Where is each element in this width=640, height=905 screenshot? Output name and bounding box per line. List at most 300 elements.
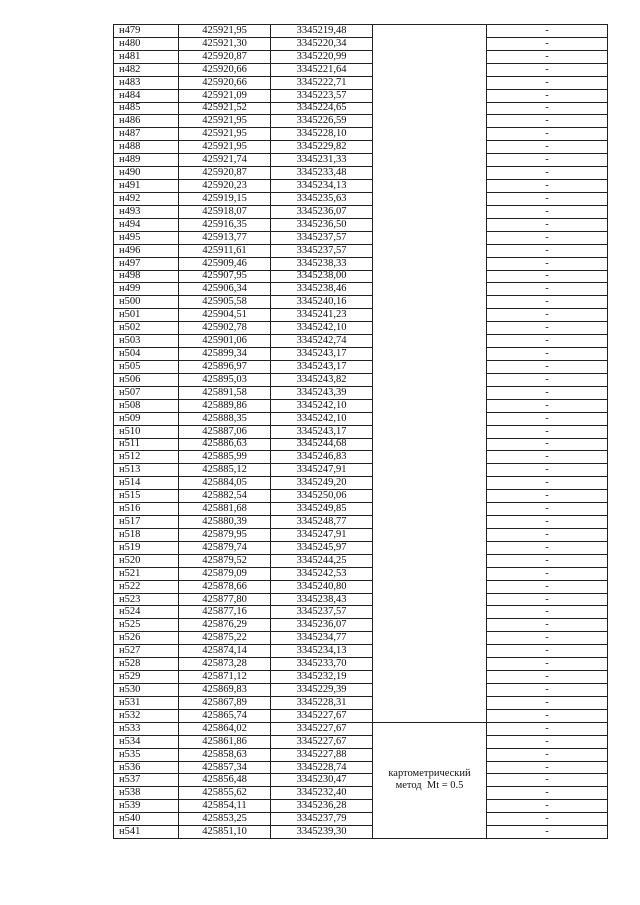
y-coordinate-cell: 3345236,50 [271,218,373,231]
point-id-cell: н524 [114,606,179,619]
table-row [114,218,608,231]
point-id-cell: н540 [114,813,179,826]
x-coordinate-cell: 425879,52 [179,554,271,567]
accuracy-cell: - [487,244,608,257]
table-row [114,722,608,735]
table-row [114,761,608,774]
accuracy-cell: - [487,218,608,231]
point-id-cell: н507 [114,386,179,399]
table-row [114,813,608,826]
x-coordinate-cell: 425879,74 [179,541,271,554]
y-coordinate-cell: 3345236,07 [271,205,373,218]
y-coordinate-cell: 3345243,39 [271,386,373,399]
point-id-cell: н504 [114,348,179,361]
accuracy-cell: - [487,192,608,205]
point-id-cell: н502 [114,322,179,335]
x-coordinate-cell: 425902,78 [179,322,271,335]
accuracy-cell: - [487,503,608,516]
x-coordinate-cell: 425886,63 [179,438,271,451]
accuracy-cell: - [487,76,608,89]
point-id-cell: н479 [114,25,179,38]
accuracy-cell: - [487,684,608,697]
x-coordinate-cell: 425919,15 [179,192,271,205]
point-id-cell: н514 [114,477,179,490]
x-coordinate-cell: 425920,87 [179,167,271,180]
y-coordinate-cell: 3345237,79 [271,813,373,826]
accuracy-cell: - [487,348,608,361]
point-id-cell: н484 [114,89,179,102]
accuracy-cell: - [487,619,608,632]
accuracy-cell: - [487,386,608,399]
y-coordinate-cell: 3345243,17 [271,425,373,438]
y-coordinate-cell: 3345228,31 [271,696,373,709]
x-coordinate-cell: 425851,10 [179,826,271,839]
coordinates-table [113,24,608,839]
y-coordinate-cell: 3345234,77 [271,632,373,645]
method-note-cell [373,722,487,838]
accuracy-cell: - [487,787,608,800]
point-id-cell: н508 [114,399,179,412]
x-coordinate-cell: 425920,66 [179,63,271,76]
x-coordinate-cell: 425891,58 [179,386,271,399]
x-coordinate-cell: 425921,74 [179,154,271,167]
table-row [114,63,608,76]
y-coordinate-cell: 3345242,10 [271,322,373,335]
y-coordinate-cell: 3345232,19 [271,671,373,684]
table-row [114,192,608,205]
table-row [114,593,608,606]
table-row [114,464,608,477]
point-id-cell: н486 [114,115,179,128]
point-id-cell: н488 [114,141,179,154]
table-row [114,257,608,270]
y-coordinate-cell: 3345228,10 [271,128,373,141]
accuracy-cell: - [487,37,608,50]
y-coordinate-cell: 3345242,10 [271,399,373,412]
y-coordinate-cell: 3345243,82 [271,373,373,386]
x-coordinate-cell: 425887,06 [179,425,271,438]
y-coordinate-cell: 3345242,10 [271,412,373,425]
x-coordinate-cell: 425879,09 [179,567,271,580]
y-coordinate-cell: 3345243,17 [271,348,373,361]
x-coordinate-cell: 425904,51 [179,309,271,322]
point-id-cell: н480 [114,37,179,50]
x-coordinate-cell: 425907,95 [179,270,271,283]
table-row [114,115,608,128]
y-coordinate-cell: 3345235,63 [271,192,373,205]
y-coordinate-cell: 3345250,06 [271,490,373,503]
x-coordinate-cell: 425921,09 [179,89,271,102]
x-coordinate-cell: 425899,34 [179,348,271,361]
point-id-cell: н518 [114,528,179,541]
y-coordinate-cell: 3345223,57 [271,89,373,102]
accuracy-cell: - [487,180,608,193]
table-row [114,244,608,257]
accuracy-cell: - [487,761,608,774]
accuracy-cell: - [487,399,608,412]
y-coordinate-cell: 3345226,59 [271,115,373,128]
y-coordinate-cell: 3345242,53 [271,567,373,580]
x-coordinate-cell: 425889,86 [179,399,271,412]
method-note-line1: картометрический [388,768,471,780]
table-row [114,128,608,141]
y-coordinate-cell: 3345233,70 [271,658,373,671]
table-row [114,735,608,748]
x-coordinate-cell: 425901,06 [179,335,271,348]
table-row [114,516,608,529]
accuracy-cell: - [487,296,608,309]
y-coordinate-cell: 3345239,30 [271,826,373,839]
table-row [114,37,608,50]
table-row [114,348,608,361]
x-coordinate-cell: 425877,16 [179,606,271,619]
point-id-cell: н523 [114,593,179,606]
table-row [114,709,608,722]
y-coordinate-cell: 3345238,43 [271,593,373,606]
y-coordinate-cell: 3345237,57 [271,606,373,619]
table-row [114,270,608,283]
x-coordinate-cell: 425921,52 [179,102,271,115]
table-row [114,76,608,89]
y-coordinate-cell: 3345221,64 [271,63,373,76]
y-coordinate-cell: 3345244,68 [271,438,373,451]
table-row [114,826,608,839]
point-id-cell: н534 [114,735,179,748]
point-id-cell: н490 [114,167,179,180]
table-row [114,89,608,102]
x-coordinate-cell: 425911,61 [179,244,271,257]
y-coordinate-cell: 3345233,48 [271,167,373,180]
accuracy-cell: - [487,373,608,386]
point-id-cell: н506 [114,373,179,386]
y-coordinate-cell: 3345241,23 [271,309,373,322]
accuracy-cell: - [487,490,608,503]
accuracy-cell: - [487,554,608,567]
point-id-cell: н539 [114,800,179,813]
accuracy-cell: - [487,309,608,322]
accuracy-cell: - [487,231,608,244]
table-row [114,748,608,761]
x-coordinate-cell: 425921,95 [179,25,271,38]
y-coordinate-cell: 3345247,91 [271,528,373,541]
accuracy-cell: - [487,477,608,490]
table-row [114,167,608,180]
accuracy-cell: - [487,813,608,826]
y-coordinate-cell: 3345236,07 [271,619,373,632]
x-coordinate-cell: 425873,28 [179,658,271,671]
accuracy-cell: - [487,567,608,580]
y-coordinate-cell: 3345229,82 [271,141,373,154]
y-coordinate-cell: 3345234,13 [271,180,373,193]
accuracy-cell: - [487,115,608,128]
point-id-cell: н537 [114,774,179,787]
accuracy-cell: - [487,722,608,735]
y-coordinate-cell: 3345240,16 [271,296,373,309]
accuracy-cell: - [487,322,608,335]
x-coordinate-cell: 425909,46 [179,257,271,270]
y-coordinate-cell: 3345237,57 [271,231,373,244]
x-coordinate-cell: 425855,62 [179,787,271,800]
table-row [114,503,608,516]
x-coordinate-cell: 425921,95 [179,128,271,141]
x-coordinate-cell: 425871,12 [179,671,271,684]
y-coordinate-cell: 3345238,33 [271,257,373,270]
table-row [114,50,608,63]
point-id-cell: н527 [114,645,179,658]
y-coordinate-cell: 3345220,99 [271,50,373,63]
table-row [114,205,608,218]
table-row [114,296,608,309]
table-row [114,774,608,787]
point-id-cell: н487 [114,128,179,141]
point-id-cell: н528 [114,658,179,671]
point-id-cell: н511 [114,438,179,451]
table-row [114,102,608,115]
x-coordinate-cell: 425875,22 [179,632,271,645]
point-id-cell: н494 [114,218,179,231]
table-row [114,360,608,373]
accuracy-cell: - [487,516,608,529]
accuracy-cell: - [487,709,608,722]
table-row [114,632,608,645]
point-id-cell: н538 [114,787,179,800]
point-id-cell: н491 [114,180,179,193]
accuracy-cell: - [487,25,608,38]
accuracy-cell: - [487,205,608,218]
table-row [114,606,608,619]
table-row [114,425,608,438]
point-id-cell: н531 [114,696,179,709]
x-coordinate-cell: 425888,35 [179,412,271,425]
x-coordinate-cell: 425895,03 [179,373,271,386]
accuracy-cell: - [487,141,608,154]
table-row [114,154,608,167]
coordinates-table-body [114,25,608,839]
table-row [114,541,608,554]
x-coordinate-cell: 425856,48 [179,774,271,787]
y-coordinate-cell: 3345246,83 [271,451,373,464]
y-coordinate-cell: 3345245,97 [271,541,373,554]
x-coordinate-cell: 425857,34 [179,761,271,774]
table-row [114,787,608,800]
accuracy-cell: - [487,50,608,63]
table-row [114,141,608,154]
accuracy-cell: - [487,748,608,761]
y-coordinate-cell: 3345249,85 [271,503,373,516]
accuracy-cell: - [487,63,608,76]
accuracy-cell: - [487,360,608,373]
accuracy-cell: - [487,735,608,748]
x-coordinate-cell: 425921,95 [179,141,271,154]
method-cell-empty [373,25,487,723]
table-row [114,399,608,412]
point-id-cell: н520 [114,554,179,567]
table-row [114,412,608,425]
table-row [114,25,608,38]
x-coordinate-cell: 425882,54 [179,490,271,503]
x-coordinate-cell: 425874,14 [179,645,271,658]
y-coordinate-cell: 3345234,13 [271,645,373,658]
y-coordinate-cell: 3345231,33 [271,154,373,167]
point-id-cell: н510 [114,425,179,438]
y-coordinate-cell: 3345227,67 [271,709,373,722]
accuracy-cell: - [487,826,608,839]
accuracy-cell: - [487,283,608,296]
x-coordinate-cell: 425905,58 [179,296,271,309]
x-coordinate-cell: 425916,35 [179,218,271,231]
point-id-cell: н532 [114,709,179,722]
point-id-cell: н489 [114,154,179,167]
x-coordinate-cell: 425864,02 [179,722,271,735]
x-coordinate-cell: 425861,86 [179,735,271,748]
point-id-cell: н541 [114,826,179,839]
point-id-cell: н536 [114,761,179,774]
table-row [114,477,608,490]
x-coordinate-cell: 425880,39 [179,516,271,529]
x-coordinate-cell: 425877,80 [179,593,271,606]
accuracy-cell: - [487,774,608,787]
y-coordinate-cell: 3345237,57 [271,244,373,257]
accuracy-cell: - [487,128,608,141]
point-id-cell: н513 [114,464,179,477]
x-coordinate-cell: 425865,74 [179,709,271,722]
y-coordinate-cell: 3345244,25 [271,554,373,567]
x-coordinate-cell: 425918,07 [179,205,271,218]
table-row [114,567,608,580]
y-coordinate-cell: 3345227,67 [271,722,373,735]
point-id-cell: н529 [114,671,179,684]
table-row [114,800,608,813]
y-coordinate-cell: 3345238,46 [271,283,373,296]
y-coordinate-cell: 3345230,47 [271,774,373,787]
table-row [114,554,608,567]
accuracy-cell: - [487,167,608,180]
x-coordinate-cell: 425896,97 [179,360,271,373]
point-id-cell: н530 [114,684,179,697]
point-id-cell: н493 [114,205,179,218]
table-row [114,696,608,709]
accuracy-cell: - [487,438,608,451]
accuracy-cell: - [487,335,608,348]
y-coordinate-cell: 3345227,88 [271,748,373,761]
accuracy-cell: - [487,606,608,619]
point-id-cell: н496 [114,244,179,257]
table-row [114,386,608,399]
point-id-cell: н517 [114,516,179,529]
y-coordinate-cell: 3345249,20 [271,477,373,490]
table-row [114,451,608,464]
table-row [114,335,608,348]
x-coordinate-cell: 425881,68 [179,503,271,516]
table-row [114,438,608,451]
x-coordinate-cell: 425876,29 [179,619,271,632]
accuracy-cell: - [487,257,608,270]
accuracy-cell: - [487,671,608,684]
table-row [114,528,608,541]
point-id-cell: н499 [114,283,179,296]
table-row [114,373,608,386]
accuracy-cell: - [487,451,608,464]
accuracy-cell: - [487,425,608,438]
x-coordinate-cell: 425921,95 [179,115,271,128]
point-id-cell: н481 [114,50,179,63]
y-coordinate-cell: 3345240,80 [271,580,373,593]
table-row [114,684,608,697]
table-row [114,490,608,503]
x-coordinate-cell: 425858,63 [179,748,271,761]
y-coordinate-cell: 3345243,17 [271,360,373,373]
y-coordinate-cell: 3345247,91 [271,464,373,477]
y-coordinate-cell: 3345238,00 [271,270,373,283]
x-coordinate-cell: 425920,23 [179,180,271,193]
x-coordinate-cell: 425885,99 [179,451,271,464]
table-row [114,619,608,632]
point-id-cell: н500 [114,296,179,309]
accuracy-cell: - [487,102,608,115]
accuracy-cell: - [487,154,608,167]
table-row [114,231,608,244]
method-note-line2: метод Mt = 0.5 [395,780,464,792]
point-id-cell: н521 [114,567,179,580]
accuracy-cell: - [487,412,608,425]
x-coordinate-cell: 425920,66 [179,76,271,89]
accuracy-cell: - [487,696,608,709]
accuracy-cell: - [487,464,608,477]
y-coordinate-cell: 3345242,74 [271,335,373,348]
point-id-cell: н482 [114,63,179,76]
point-id-cell: н535 [114,748,179,761]
accuracy-cell: - [487,593,608,606]
point-id-cell: н495 [114,231,179,244]
point-id-cell: н519 [114,541,179,554]
x-coordinate-cell: 425921,30 [179,37,271,50]
y-coordinate-cell: 3345220,34 [271,37,373,50]
x-coordinate-cell: 425869,83 [179,684,271,697]
x-coordinate-cell: 425878,66 [179,580,271,593]
y-coordinate-cell: 3345227,67 [271,735,373,748]
accuracy-cell: - [487,270,608,283]
x-coordinate-cell: 425885,12 [179,464,271,477]
table-row [114,322,608,335]
point-id-cell: н512 [114,451,179,464]
point-id-cell: н526 [114,632,179,645]
point-id-cell: н483 [114,76,179,89]
accuracy-cell: - [487,645,608,658]
y-coordinate-cell: 3345228,74 [271,761,373,774]
x-coordinate-cell: 425884,05 [179,477,271,490]
table-row [114,580,608,593]
accuracy-cell: - [487,632,608,645]
x-coordinate-cell: 425867,89 [179,696,271,709]
point-id-cell: н522 [114,580,179,593]
x-coordinate-cell: 425853,25 [179,813,271,826]
y-coordinate-cell: 3345229,39 [271,684,373,697]
y-coordinate-cell: 3345219,48 [271,25,373,38]
y-coordinate-cell: 3345236,28 [271,800,373,813]
y-coordinate-cell: 3345224,65 [271,102,373,115]
table-row [114,671,608,684]
table-row [114,283,608,296]
point-id-cell: н501 [114,309,179,322]
accuracy-cell: - [487,541,608,554]
point-id-cell: н497 [114,257,179,270]
point-id-cell: н492 [114,192,179,205]
accuracy-cell: - [487,528,608,541]
accuracy-cell: - [487,658,608,671]
point-id-cell: н533 [114,722,179,735]
accuracy-cell: - [487,580,608,593]
point-id-cell: н498 [114,270,179,283]
